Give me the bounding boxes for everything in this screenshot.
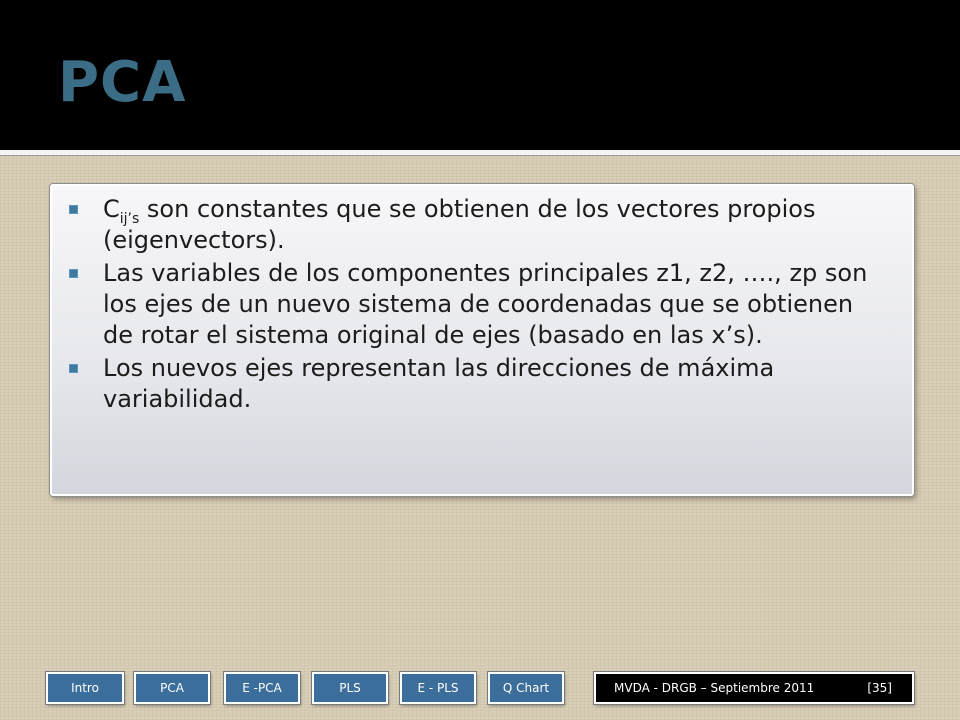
bullet-item-coefficients [69,194,884,256]
bullet-text: Los nuevos ejes representan las direcciones de máxima variabilidad. [103,354,775,413]
nav-button-e-pls[interactable]: E - PLS [400,672,476,704]
footer-text: MVDA - DRGB – Septiembre 2011 [614,681,815,695]
bullet-square-icon [69,364,78,373]
bullet-square-icon [69,205,78,214]
bullet-item-new-axes [69,353,884,415]
title-bar [0,0,960,150]
nav-button-pls[interactable]: PLS [312,672,388,704]
bullet-square-icon [69,269,78,278]
content-box [50,184,914,496]
nav-button-pca[interactable]: PCA [134,672,210,704]
nav-button-e-pca[interactable]: E -PCA [224,672,300,704]
nav-button-intro[interactable]: Intro [46,672,124,704]
bullet-text: Las variables de los componentes principales z1, z2, …., zp son los ejes de un nuevo sistema de coordenadas que se obtienen de rotar el sistema original de ejes (basado en las x’s). [103,259,868,349]
slide-number: [35] [867,681,892,695]
slide-title: PCA [58,50,187,115]
bullet-list [69,194,884,415]
bullet-text: son constantes que se obtienen de los vectores propios (eigenvectors). [103,195,816,254]
coefficient-symbol: C [103,195,120,223]
title-divider [0,150,960,156]
bullet-item-principal-components [69,258,884,351]
coefficient-subscript: ij’s [119,211,140,227]
footer-bar [594,672,914,704]
nav-button-q-chart[interactable]: Q Chart [488,672,564,704]
